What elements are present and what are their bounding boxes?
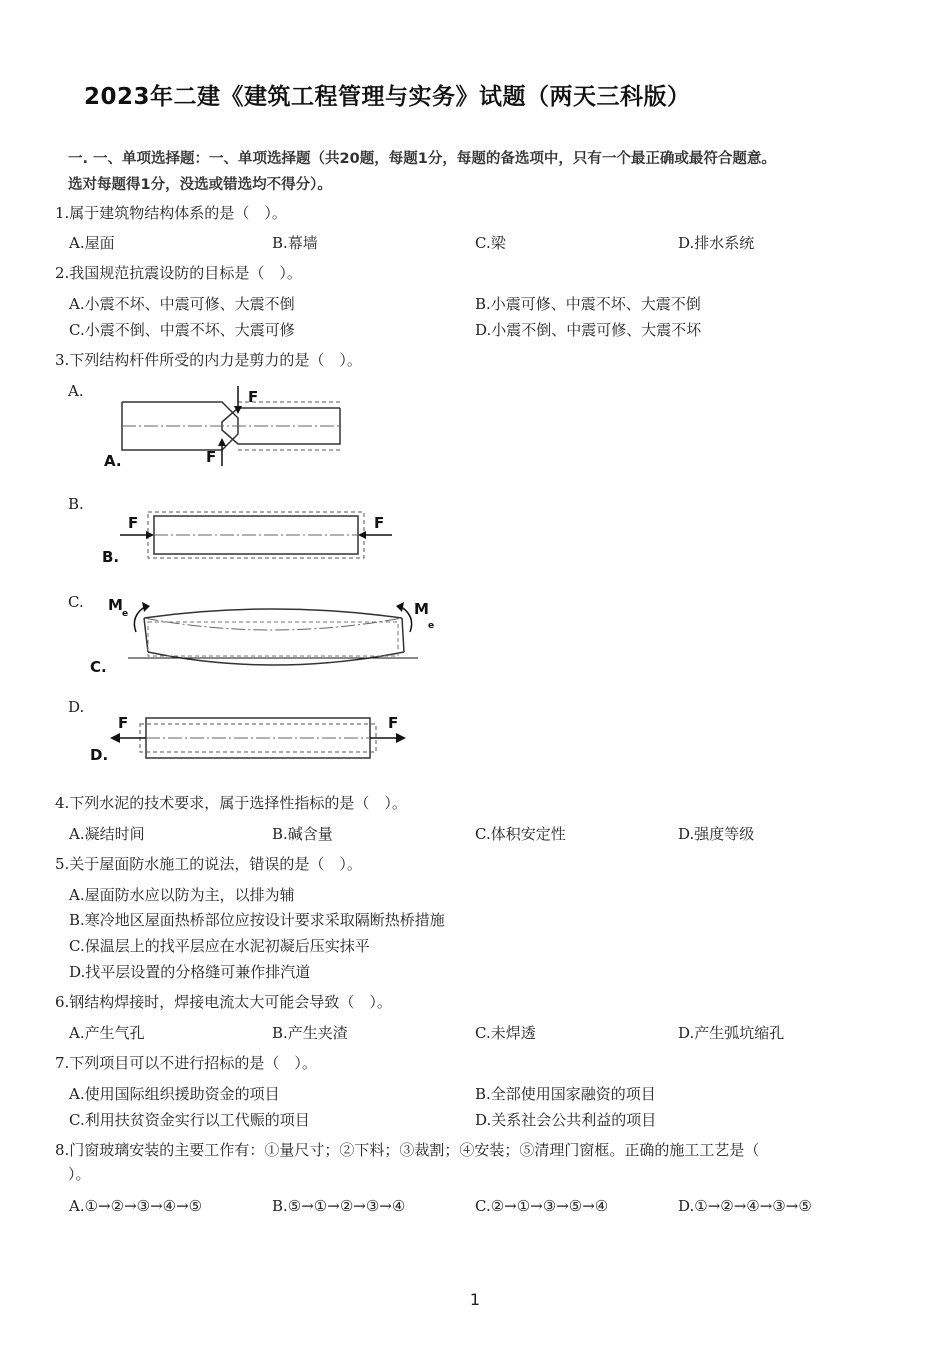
q1-option-a[interactable]: A.屋面 bbox=[69, 234, 115, 252]
section-header: 一. 一、单项选择题：一、单项选择题（共20题，每题1分，每题的备选项中，只有一个最正确或最符合题意。 选对每题得1分，没选或错选均不得分）。 bbox=[68, 151, 776, 193]
q3-option-d[interactable]: D. bbox=[68, 698, 85, 716]
question-3-stem: 3.下列结构杆件所受的内力是剪力的是（ ）。 bbox=[55, 351, 362, 369]
force-label-right: F bbox=[374, 514, 385, 532]
q2-option-d[interactable]: D.小震不倒、中震可修、大震不坏 bbox=[475, 321, 702, 339]
q3-option-c[interactable]: C. bbox=[68, 593, 84, 611]
q5-option-d[interactable]: D.找平层设置的分格缝可兼作排汽道 bbox=[69, 963, 311, 981]
page-number: 1 bbox=[469, 1290, 481, 1309]
q8-option-d[interactable]: D.①→②→④→③→⑤ bbox=[678, 1197, 812, 1215]
q7-option-b[interactable]: B.全部使用国家融资的项目 bbox=[475, 1085, 656, 1103]
q5-option-c[interactable]: C.保温层上的找平层应在水泥初凝后压实抹平 bbox=[69, 937, 370, 955]
page-title: 2023年二建《建筑工程管理与实务》试题（两天三科版） bbox=[84, 84, 691, 110]
q6-option-c[interactable]: C.未焊透 bbox=[475, 1024, 536, 1042]
q6-option-d[interactable]: D.产生弧坑缩孔 bbox=[678, 1024, 785, 1042]
bending-diagram bbox=[88, 592, 448, 682]
q2-option-a[interactable]: A.小震不坏、中震可修、大震不倒 bbox=[69, 295, 295, 313]
figure-caption-b: B. bbox=[102, 548, 120, 566]
q4-option-d[interactable]: D.强度等级 bbox=[678, 825, 755, 843]
force-label-left: F bbox=[128, 514, 139, 532]
moment-label-left: M bbox=[108, 596, 123, 614]
q2-option-b[interactable]: B.小震可修、中震不坏、大震不倒 bbox=[475, 295, 701, 313]
question-8-stem-cont: ）。 bbox=[68, 1165, 91, 1183]
question-8-stem: 8.门窗玻璃安装的主要工作有：①量尺寸；②下料；③裁割；④安装；⑤清理门窗框。正确的施工工艺是（ bbox=[55, 1141, 760, 1159]
q8-option-a[interactable]: A.①→②→③→④→⑤ bbox=[69, 1197, 203, 1215]
figure-caption-a: A. bbox=[104, 452, 122, 470]
moment-label-right: M bbox=[414, 600, 429, 618]
q1-option-c[interactable]: C.梁 bbox=[475, 234, 506, 252]
q6-option-a[interactable]: A.产生气孔 bbox=[69, 1024, 145, 1042]
force-label-bottom: F bbox=[206, 448, 217, 466]
q4-option-c[interactable]: C.体积安定性 bbox=[475, 825, 566, 843]
tension-diagram bbox=[88, 708, 418, 766]
question-1-stem: 1.属于建筑物结构体系的是（ ）。 bbox=[55, 204, 287, 222]
q8-option-c[interactable]: C.②→①→③→⑤→④ bbox=[475, 1197, 609, 1215]
q3-option-a[interactable]: A. bbox=[68, 382, 84, 400]
shear-diagram bbox=[100, 382, 360, 474]
figure-caption-d: D. bbox=[90, 746, 109, 764]
q7-option-d[interactable]: D.关系社会公共利益的项目 bbox=[475, 1111, 657, 1129]
force-label-right: F bbox=[388, 714, 399, 732]
q7-option-c[interactable]: C.利用扶贫资金实行以工代赈的项目 bbox=[69, 1111, 310, 1129]
figure-caption-c: C. bbox=[90, 658, 107, 676]
compression-diagram bbox=[100, 504, 400, 566]
question-4-stem: 4.下列水泥的技术要求，属于选择性指标的是（ ）。 bbox=[55, 794, 407, 812]
q1-option-b[interactable]: B.幕墙 bbox=[272, 234, 318, 252]
force-label-left: F bbox=[118, 714, 129, 732]
q8-option-b[interactable]: B.⑤→①→②→③→④ bbox=[272, 1197, 406, 1215]
q6-option-b[interactable]: B.产生夹渣 bbox=[272, 1024, 348, 1042]
q7-option-a[interactable]: A.使用国际组织援助资金的项目 bbox=[69, 1085, 280, 1103]
q3-option-b[interactable]: B. bbox=[68, 495, 84, 513]
q5-option-b[interactable]: B.寒冷地区屋面热桥部位应按设计要求采取隔断热桥措施 bbox=[69, 911, 445, 929]
q4-option-a[interactable]: A.凝结时间 bbox=[69, 825, 145, 843]
question-7-stem: 7.下列项目可以不进行招标的是（ ）。 bbox=[55, 1054, 317, 1072]
moment-sub-left: e bbox=[122, 609, 129, 619]
q2-option-c[interactable]: C.小震不倒、中震不坏、大震可修 bbox=[69, 321, 295, 339]
question-2-stem: 2.我国规范抗震设防的目标是（ ）。 bbox=[55, 264, 302, 282]
question-6-stem: 6.钢结构焊接时，焊接电流太大可能会导致（ ）。 bbox=[55, 993, 392, 1011]
question-5-stem: 5.关于屋面防水施工的说法，错误的是（ ）。 bbox=[55, 855, 362, 873]
q4-option-b[interactable]: B.碱含量 bbox=[272, 825, 333, 843]
q1-option-d[interactable]: D.排水系统 bbox=[678, 234, 755, 252]
force-label-top: F bbox=[248, 388, 259, 406]
q5-option-a[interactable]: A.屋面防水应以防为主，以排为辅 bbox=[69, 886, 295, 904]
moment-sub-right: e bbox=[428, 621, 435, 631]
